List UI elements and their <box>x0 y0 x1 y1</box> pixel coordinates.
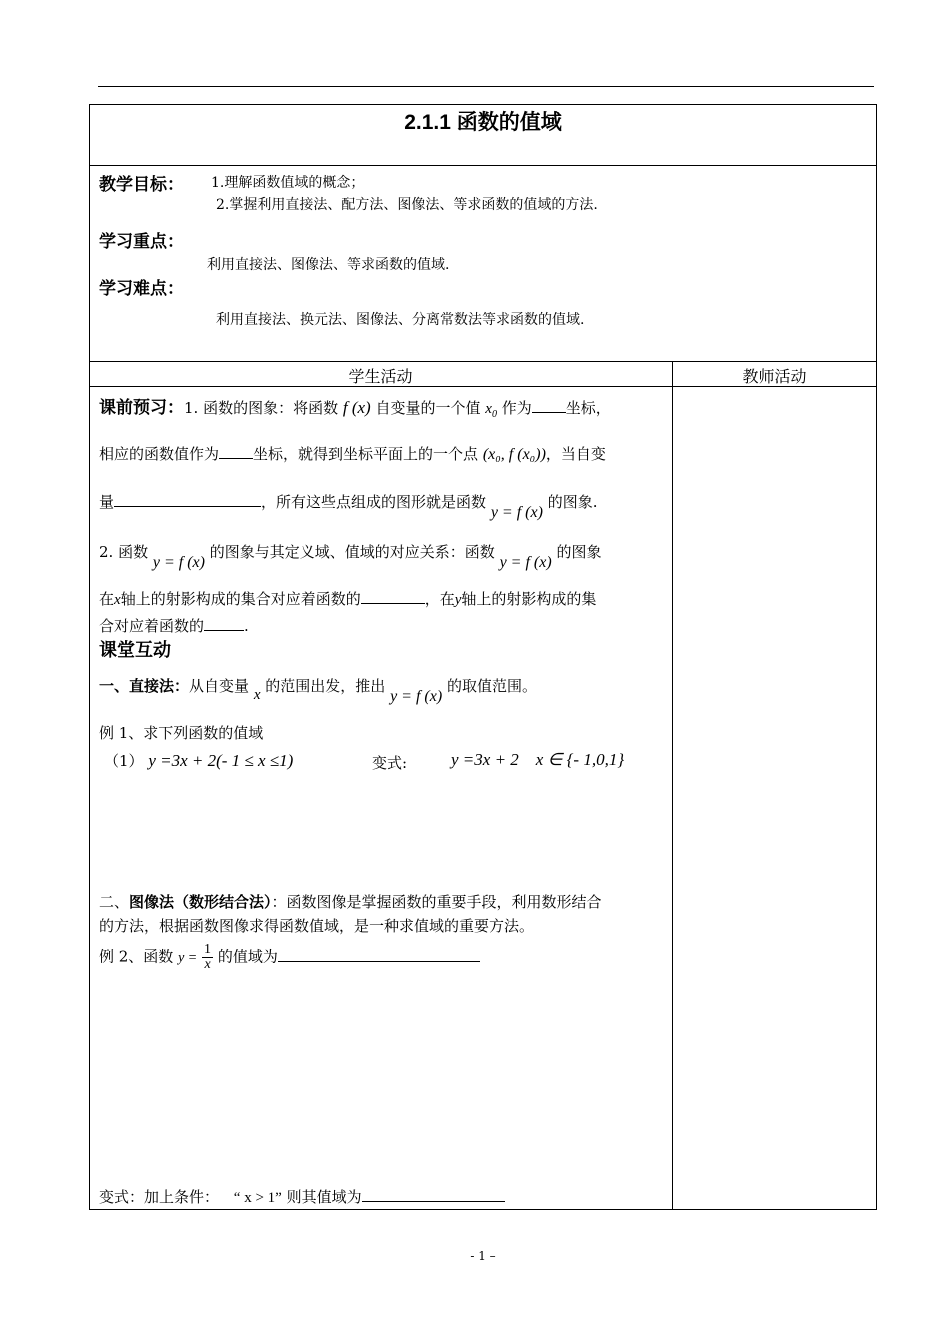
preview-text: 坐标，就得到坐标平面上的一个点 <box>253 445 479 463</box>
method-1-text: 的取值范围。 <box>446 677 537 695</box>
key-points-heading: 学习重点： <box>99 232 184 252</box>
preview-text: 量 <box>99 493 115 511</box>
variant-formula: y =3x + 2 x ∈ {- 1,0,1} <box>451 750 625 769</box>
y-equals-fx: y = f (x) <box>152 554 205 571</box>
preview-line-2 <box>99 443 606 464</box>
example-1-formula: y =3x + 2(- 1 ≤ x ≤1) <box>148 751 294 770</box>
variant-2-text: 变式：加上条件： <box>99 1188 220 1206</box>
table-divider <box>89 165 877 166</box>
difficulties-heading: 学习难点： <box>99 279 184 299</box>
example-1: 例 1、求下列函数的值域 <box>99 724 264 742</box>
preview-text: 在 <box>99 590 115 608</box>
answer-blank[interactable] <box>278 947 480 962</box>
fraction-1-over-x <box>202 943 213 972</box>
preview-text: 的图象 <box>556 543 602 561</box>
student-column-header: 学生活动 <box>348 367 413 386</box>
header-rule <box>98 86 874 87</box>
column-divider <box>672 361 673 1210</box>
method-1-text: 从自变量 <box>189 677 250 695</box>
key-points-text: 利用直接法、图像法、等求函数的值域. <box>207 257 450 273</box>
preview-text: ，当自变 <box>545 445 606 463</box>
y-equals-fx: y = f (x) <box>390 688 443 705</box>
variant-label: 变式: <box>372 754 408 772</box>
item-number: （1） <box>104 752 144 770</box>
preview-line-1 <box>99 393 611 420</box>
answer-blank[interactable] <box>114 492 261 507</box>
method-2-line-1 <box>99 891 602 912</box>
preview-heading: 课前预习： <box>99 398 184 418</box>
fraction-numerator: 1 <box>204 942 212 957</box>
answer-blank[interactable] <box>219 444 253 459</box>
fx-formula: f (x) <box>342 398 371 417</box>
example-2-text: 的值域为 <box>217 947 278 966</box>
method-1-title: 一、直接法： <box>99 677 190 695</box>
x-symbol: x <box>253 687 261 703</box>
preview-text: ，所有这些点组成的图形就是函数 <box>261 493 487 511</box>
variant-2 <box>99 1186 505 1207</box>
page-number: - 1 – <box>470 1249 496 1263</box>
preview-text: 自变量的一个值 <box>375 399 481 417</box>
preview-text: . <box>244 617 249 635</box>
x-symbol: x <box>114 592 121 608</box>
fraction-denominator: x <box>204 957 211 972</box>
preview-text: 2. 函数 <box>99 543 149 561</box>
y-equals-fx: y = f (x) <box>490 504 543 521</box>
answer-blank[interactable] <box>362 1187 505 1202</box>
method-2-text: ：函数图像是掌握函数的重要手段，利用数形结合 <box>271 893 602 911</box>
example-2-y: y = <box>178 950 198 966</box>
x0-base: x <box>485 401 492 417</box>
x0-subscript: 0 <box>491 409 497 420</box>
preview-line-3 <box>99 491 598 521</box>
variant-2-condition: “ x > 1” <box>233 1190 282 1206</box>
objectives-heading: 教学目标： <box>99 175 184 195</box>
page-title: 2.1.1 函数的值域 <box>404 111 562 134</box>
answer-blank[interactable] <box>204 616 244 631</box>
objective-2: 2.掌握利用直接法、配方法、图像法、等求函数的值域的方法. <box>216 197 598 213</box>
x0-symbol <box>485 401 497 420</box>
preview-text: 1. 函数的图象：将函数 <box>184 399 339 417</box>
preview-text: 作为 <box>501 399 532 417</box>
preview-text: 相应的函数值作为 <box>99 445 220 463</box>
preview-q2-line-3 <box>99 615 249 636</box>
point-formula: (x₀, f (x₀)) <box>482 446 546 463</box>
method-1-line <box>99 675 537 705</box>
preview-q2-line-1 <box>99 541 602 571</box>
preview-q2-line-2 <box>99 588 596 609</box>
interaction-heading: 课堂互动 <box>99 640 171 661</box>
answer-blank[interactable] <box>532 398 566 413</box>
method-1-text: 的范围出发，推出 <box>265 677 386 695</box>
preview-text: 轴上的射影构成的集合对应着函数的 <box>120 590 361 608</box>
table-divider <box>89 361 877 362</box>
example-2 <box>99 943 480 972</box>
preview-text: 的图象与其定义域、值域的对应关系：函数 <box>209 543 495 561</box>
method-2-line-2: 的方法，根据函数图像求得函数值域，是一种求值域的重要方法。 <box>99 917 535 935</box>
y-equals-fx: y = f (x) <box>499 554 552 571</box>
objective-1: 1.理解函数值域的概念； <box>211 175 365 191</box>
method-2-text: 二、 <box>99 893 130 911</box>
variant-2-text: 则其值域为 <box>286 1188 362 1206</box>
preview-text: 合对应着函数的 <box>99 617 205 635</box>
method-2-title: 图像法（数形结合法） <box>129 893 272 911</box>
answer-blank[interactable] <box>361 589 425 604</box>
y-symbol: y <box>454 592 462 608</box>
example-2-text: 例 2、函数 <box>99 947 174 966</box>
preview-text: 的图象. <box>547 493 598 511</box>
teacher-column-header: 教师活动 <box>742 367 807 386</box>
example-1-item <box>104 750 293 771</box>
difficulties-text: 利用直接法、换元法、图像法、分离常数法等求函数的值域. <box>216 312 585 328</box>
preview-text: 坐标， <box>565 399 611 417</box>
preview-text: 轴上的射影构成的集 <box>461 590 597 608</box>
preview-text: ，在 <box>424 590 455 608</box>
